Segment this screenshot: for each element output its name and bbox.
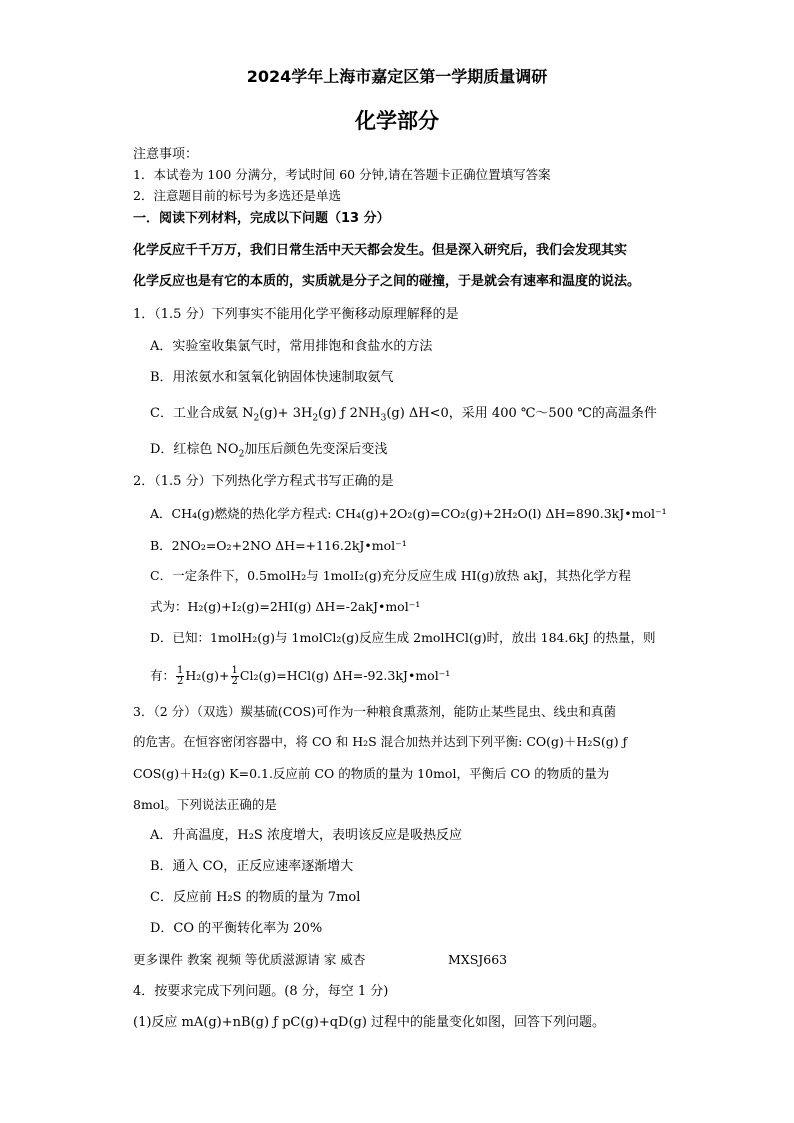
question-2-option-a: A．CH₄(g)燃烧的热化学方程式: CH₄(g)+2O₂(g)=CO₂(g)+2H₂O(l) ΔH=890.3kJ•mol⁻¹: [150, 506, 667, 521]
question-1-option-c: C．工业合成氨 $N_2(g)+ 3H_2(g)$ ƒ $2NH_3(g)$ ΔH<0，采用 400 ℃～500 ℃的高温条件: [150, 406, 657, 424]
question-3-option-d: D．CO 的平衡转化率为 20%: [150, 921, 323, 936]
section-1-paragraph-line-2: 化学反应也是有它的本质的，实质就是分子之间的碰撞，于是就会有速率和温度的说法。: [133, 274, 641, 289]
question-3-stem-line-1: 3．（2 分）（双选）羰基硫(COS)可作为一种粮食熏蒸剂，能防止某些昆虫、线虫和真菌: [133, 704, 617, 719]
promo-text: 更多课件 教案 视频 等优质滋源请 家 威杏: [133, 952, 366, 967]
question-3-option-c: C．反应前 H₂S 的物质的量为 7mol: [150, 890, 361, 905]
question-3-option-b: B．通入 CO，正反应速率逐渐增大: [150, 859, 354, 874]
question-3-stem-line-2: 的危害。在恒容密闭容器中，将 CO 和 H₂S 混合加热并达到下列平衡: CO(g)＋H₂S(g) ƒ: [133, 734, 628, 749]
promo-code: MXSJ663: [448, 952, 508, 967]
question-2-option-b: B．2NO₂=O₂+2NO ΔH=+116.2kJ•mol⁻¹: [150, 538, 407, 553]
question-2-option-c-line-2: 式为：H₂(g)+I₂(g)=2HI(g) ΔH=-2akJ•mol⁻¹: [150, 599, 421, 614]
fraction-one-half: $\frac{1}{2}$: [231, 665, 238, 687]
question-3-stem-line-3: COS(g)＋H₂(g) K=0.1.反应前 CO 的物质的量为 10mol，平衡后 CO 的物质的量为: [133, 766, 610, 781]
question-2-option-d-line-2: 有： $\frac{1}{2}$ H₂(g)+ $\frac{1}{2}$ Cl₂(g)=HCl(g) ΔH=-92.3kJ•mol⁻¹: [150, 665, 451, 687]
section-1-heading: 一．阅读下列材料，完成以下问题（13 分）: [133, 211, 390, 226]
question-4-stem: 4．按要求完成下列问题。(8 分，每空 1 分): [133, 984, 389, 999]
question-1-option-b: B．用浓氨水和氢氧化钠固体快速制取氨气: [150, 370, 394, 385]
question-3-stem-line-4: 8mol。下列说法正确的是: [133, 797, 277, 812]
section-1-paragraph-line-1: 化学反应千千万万，我们日常生活中天天都会发生。但是深入研究后，我们会发现其实: [133, 243, 628, 258]
question-2-option-c-line-1: C．一定条件下，0.5molH₂与 1molI₂(g)充分反应生成 HI(g)放热 akJ，其热化学方程: [150, 568, 631, 583]
fraction-one-half: $\frac{1}{2}$: [177, 665, 184, 687]
question-1-option-a: A．实验室收集氯气时，常用排饱和食盐水的方法: [150, 339, 433, 354]
exam-subtitle: 化学部分: [355, 109, 439, 133]
notice-item-1: 1．本试卷为 100 分满分，考试时间 60 分钟,请在答题卡正确位置填写答案: [133, 167, 551, 182]
question-1-stem: 1．（1.5 分）下列事实不能用化学平衡移动原理解释的是: [133, 307, 459, 322]
question-2-option-d-line-1: D．已知：1molH₂(g)与 1molCl₂(g)反应生成 2molHCl(g)时，放出 184.6kJ 的热量，则: [150, 630, 656, 645]
question-4-subquestion-1: (1)反应 mA(g)+nB(g) ƒ pC(g)+qD(g) 过程中的能量变化如图，回答下列问题。: [133, 1015, 606, 1030]
question-1-option-d: D．红棕色 $NO_2$加压后颜色先变深后变浅: [150, 442, 388, 460]
question-2-stem: 2．（1.5 分）下列热化学方程式书写正确的是: [133, 474, 394, 489]
notice-item-2: 2．注意题目前的标号为多选还是单选: [133, 188, 341, 203]
exam-title: 2024学年上海市嘉定区第一学期质量调研: [246, 67, 548, 86]
question-3-option-a: A．升高温度，H₂S 浓度增大，表明该反应是吸热反应: [150, 828, 462, 843]
notice-heading: 注意事项：: [133, 147, 199, 162]
